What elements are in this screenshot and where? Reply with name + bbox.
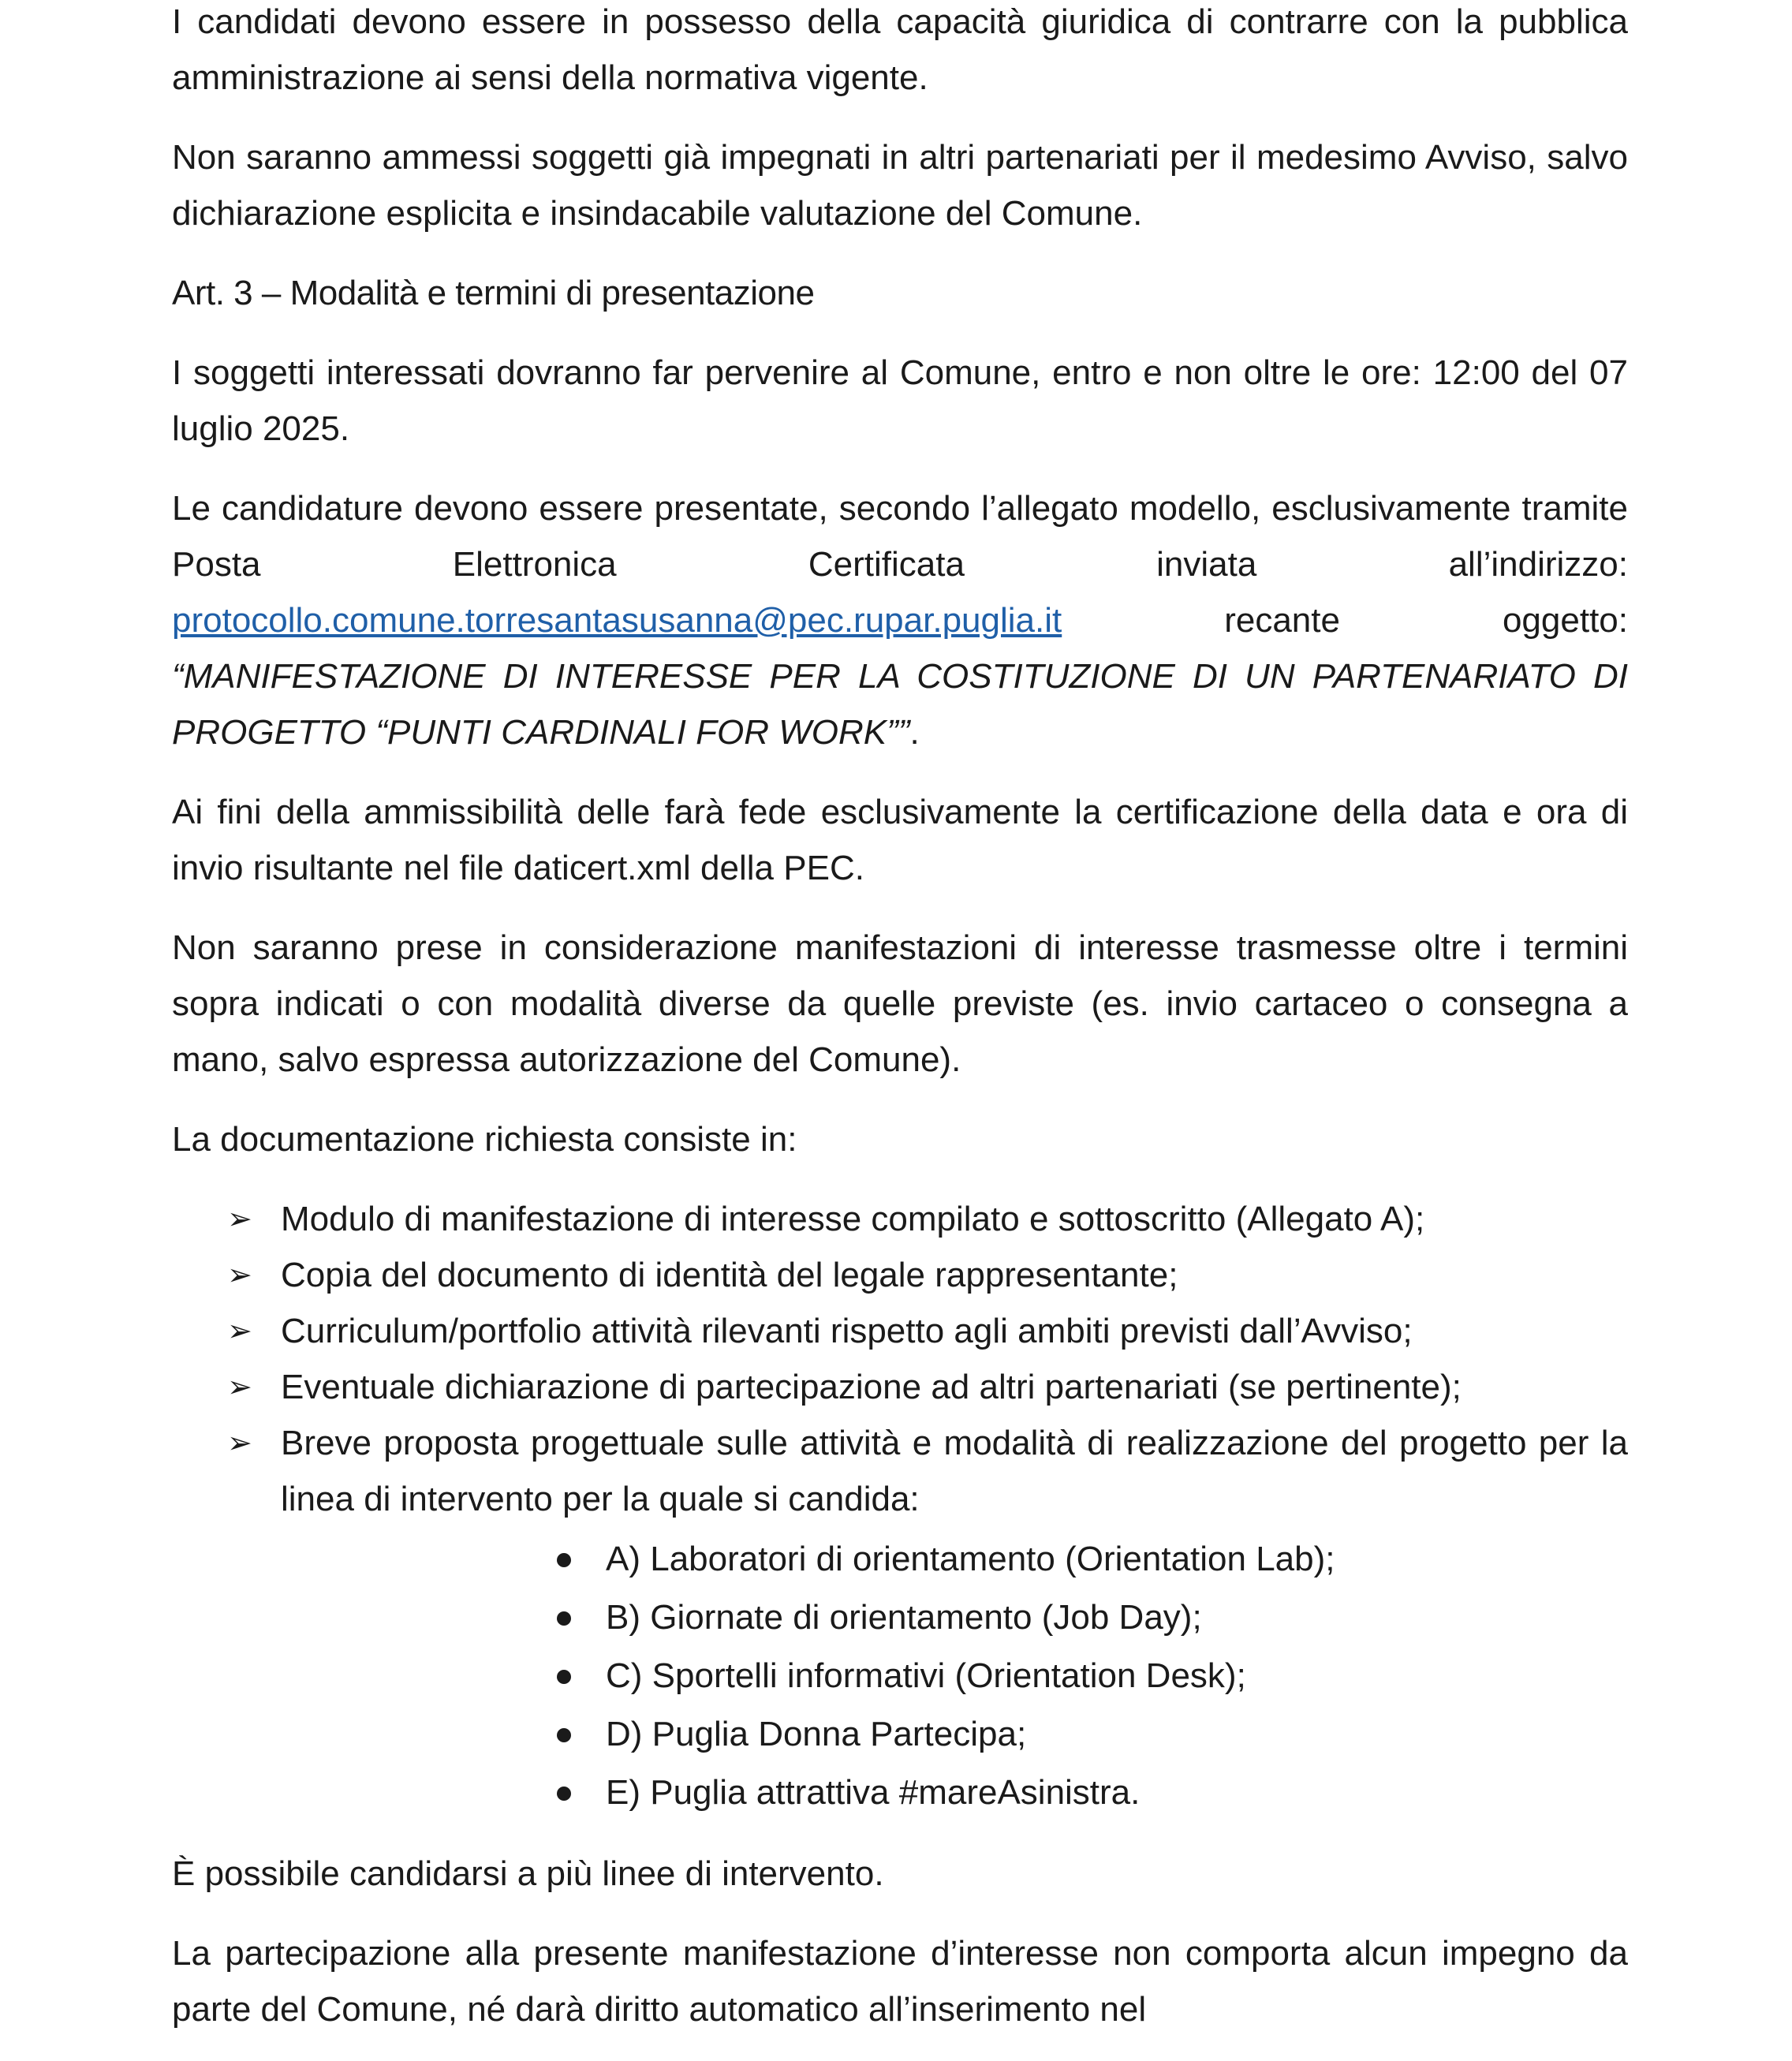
paragraph-partnership-exclusion: Non saranno ammessi soggetti già impegnati in altri partenariati per il medesimo Avviso, salvo dichiarazione esplicita e insindacabile valutazione del Comune. xyxy=(172,138,1628,233)
list-item-text: Modulo di manifestazione di interesse compilato e sottoscritto (Allegato A); xyxy=(281,1200,1425,1238)
arrow-bullet-icon: ➢ xyxy=(227,1369,252,1404)
list-item xyxy=(172,1191,1628,1247)
paragraph-exclusions: Non saranno prese in considerazione manifestazioni di interesse trasmesse oltre i termini sopra indicati o con modalità diverse da quelle previste (es. invio cartaceo o consegna a mano, salvo espressa autorizzazione del Comune). xyxy=(172,928,1628,1079)
list-item-text: Copia del documento di identità del legale rappresentante; xyxy=(281,1256,1178,1294)
list-item xyxy=(172,1705,1628,1764)
list-item-text: B) Giornate di orientamento (Job Day); xyxy=(606,1598,1202,1637)
arrow-bullet-icon: ➢ xyxy=(227,1313,252,1348)
list-item-text: Eventuale dichiarazione di partecipazione ad altri partenariati (se pertinente); xyxy=(281,1368,1462,1406)
list-item xyxy=(172,1303,1628,1359)
paragraph-deadline: I soggetti interessati dovranno far pervenire al Comune, entro e non oltre le ore: 12:00 del 07 luglio 2025. xyxy=(172,353,1628,448)
heading-art-3: Art. 3 – Modalità e termini di presentazione xyxy=(172,274,815,312)
documents-list xyxy=(172,1191,1628,1527)
paragraph-legal-capacity: I candidati devono essere in possesso della capacità giuridica di contrarre con la pubblica amministrazione ai sensi della normativa vigente. xyxy=(172,2,1628,97)
bullet-dot-icon xyxy=(557,1670,571,1684)
submission-end-text: . xyxy=(909,713,920,752)
paragraph-admissibility: Ai fini della ammissibilità delle farà fede esclusivamente la certificazione della data e ora di invio risultante nel file daticert.xml della PEC. xyxy=(172,793,1628,887)
list-item xyxy=(172,1589,1628,1647)
list-item-text: Breve proposta progettuale sulle attività e modalità di realizzazione del progetto per la linea di intervento per la quale si candida: xyxy=(281,1424,1628,1518)
bullet-dot-icon xyxy=(557,1787,571,1801)
pec-email-link[interactable]: protocollo.comune.torresantasusanna@pec.rupar.puglia.it xyxy=(172,601,1062,640)
bullet-dot-icon xyxy=(557,1553,571,1567)
intervention-lines-list xyxy=(172,1530,1628,1822)
list-item xyxy=(172,1359,1628,1415)
paragraph-submission-method xyxy=(172,480,1628,760)
list-item-text: D) Puglia Donna Partecipa; xyxy=(606,1715,1027,1753)
arrow-bullet-icon: ➢ xyxy=(227,1257,252,1292)
arrow-bullet-icon: ➢ xyxy=(227,1425,252,1460)
list-item-text: A) Laboratori di orientamento (Orientation Lab); xyxy=(606,1540,1335,1578)
list-item xyxy=(172,1647,1628,1705)
paragraph-multiple-lines: È possibile candidarsi a più linee di intervento. xyxy=(172,1854,884,1893)
paragraph-documentation-intro: La documentazione richiesta consiste in: xyxy=(172,1120,797,1159)
list-item-text: E) Puglia attrattiva #mareAsinistra. xyxy=(606,1773,1141,1812)
document-page xyxy=(172,0,1628,2061)
submission-mid-text: recante oggetto: xyxy=(1062,601,1628,640)
arrow-bullet-icon: ➢ xyxy=(227,1201,252,1236)
list-item xyxy=(172,1530,1628,1589)
list-item xyxy=(172,1415,1628,1527)
bullet-dot-icon xyxy=(557,1728,571,1742)
submission-subject-text: “MANIFESTAZIONE DI INTERESSE PER LA COSTITUZIONE DI UN PARTENARIATO DI PROGETTO “PUNTI CARDINALI FOR WORK”” xyxy=(172,657,1628,752)
list-item-text: Curriculum/portfolio attività rilevanti rispetto agli ambiti previsti dall’Avviso; xyxy=(281,1312,1413,1350)
list-item-text: C) Sportelli informativi (Orientation Desk); xyxy=(606,1656,1246,1695)
paragraph-no-commitment: La partecipazione alla presente manifestazione d’interesse non comporta alcun impegno da parte del Comune, né darà diritto automatico all’inserimento nel xyxy=(172,1934,1628,2029)
bullet-dot-icon xyxy=(557,1611,571,1626)
list-item xyxy=(172,1764,1628,1822)
submission-intro-text: Le candidature devono essere presentate, secondo l’allegato modello, esclusivamente tramite Posta Elettronica Certificata inviata all’indirizzo: xyxy=(172,489,1628,584)
list-item xyxy=(172,1247,1628,1303)
